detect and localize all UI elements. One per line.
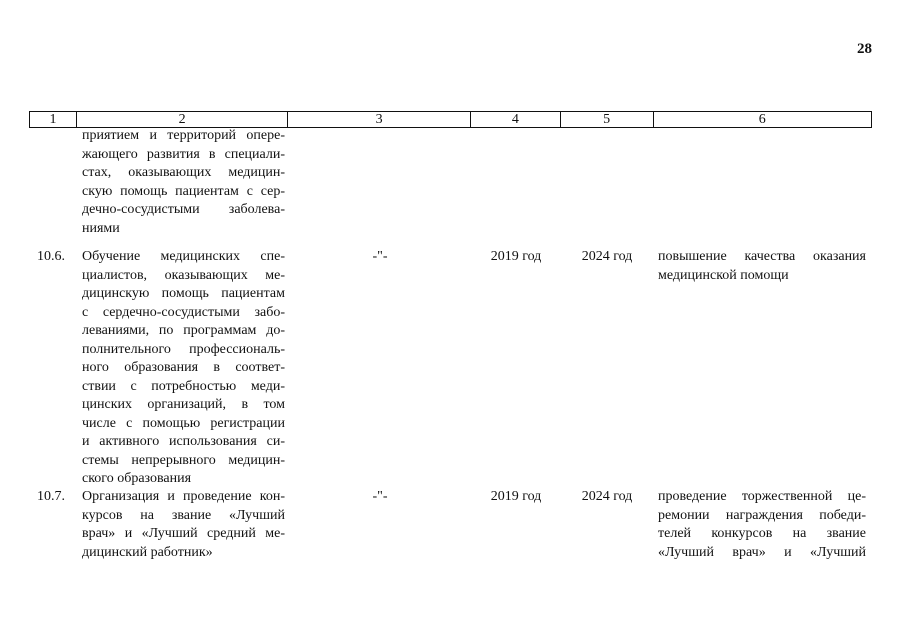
description-line: Организация и проведение кон- (82, 489, 285, 504)
row-end-date: 2024 год (581, 249, 633, 264)
result-line: проведение торжественной це- (658, 489, 866, 504)
row-result (658, 248, 866, 285)
description-line: циалистов, оказывающих ме- (82, 267, 285, 283)
description-line: жающего развития в специали- (82, 146, 285, 162)
row-number: 10.6. (37, 249, 65, 264)
description-line: дицинский работник» (82, 544, 213, 560)
description-line: ского образования (82, 471, 192, 486)
description-line: и активного использования си- (82, 434, 285, 449)
description-line: курсов на звание «Лучший (82, 507, 285, 523)
result-line: медицинской помощи (658, 267, 789, 283)
description-line: леваниями, по программам до- (82, 323, 285, 338)
column-number-3: 3 (288, 112, 471, 127)
row-start-date: 2019 год (490, 249, 542, 264)
column-number-6: 6 (758, 112, 766, 127)
result-line: повышение качества оказания (658, 249, 866, 264)
column-number-1: 1 (30, 112, 77, 127)
table-row-continuation-description (82, 127, 285, 238)
description-line: приятием и территорий опере- (82, 128, 285, 143)
description-line: дицинскую помощь пациентам (82, 286, 285, 301)
table-column-header-row (29, 111, 872, 128)
result-line: ремонии награждения победи- (658, 507, 866, 523)
row-start-date: 2019 год (490, 489, 542, 504)
row-end-date: 2024 год (581, 489, 633, 504)
row-description (82, 488, 285, 562)
description-line: врач» и «Лучший средний ме- (82, 526, 285, 541)
description-line: ствии с потребностью меди- (82, 378, 285, 394)
description-line: числе с помощью регистрации (82, 415, 285, 431)
description-line: с сердечно-сосудистыми забо- (82, 304, 285, 320)
description-line: ного образования в соответ- (82, 360, 285, 375)
row-executor: -"- (372, 489, 388, 504)
column-number-4: 4 (471, 112, 561, 127)
row-executor: -"- (372, 249, 388, 264)
description-line: скую помощь пациентам с сер- (82, 183, 285, 199)
description-line: полнительного профессиональ- (82, 341, 285, 357)
result-line: телей конкурсов на звание (658, 526, 866, 541)
result-line: «Лучший врач» и «Лучший (658, 544, 866, 560)
row-description (82, 248, 285, 489)
row-result (658, 488, 866, 562)
description-line: ниями (82, 220, 120, 236)
column-number-5: 5 (561, 112, 654, 127)
row-number: 10.7. (37, 489, 65, 504)
description-line: стемы непрерывного медицин- (82, 452, 285, 468)
column-number-2: 2 (77, 112, 289, 127)
description-line: дечно-сосудистыми заболева- (82, 202, 285, 217)
page-number: 28 (857, 41, 872, 57)
description-line: стах, оказывающих медицин- (82, 165, 285, 180)
description-line: цинских организаций, в том (82, 397, 285, 412)
description-line: Обучение медицинских спе- (82, 249, 285, 264)
